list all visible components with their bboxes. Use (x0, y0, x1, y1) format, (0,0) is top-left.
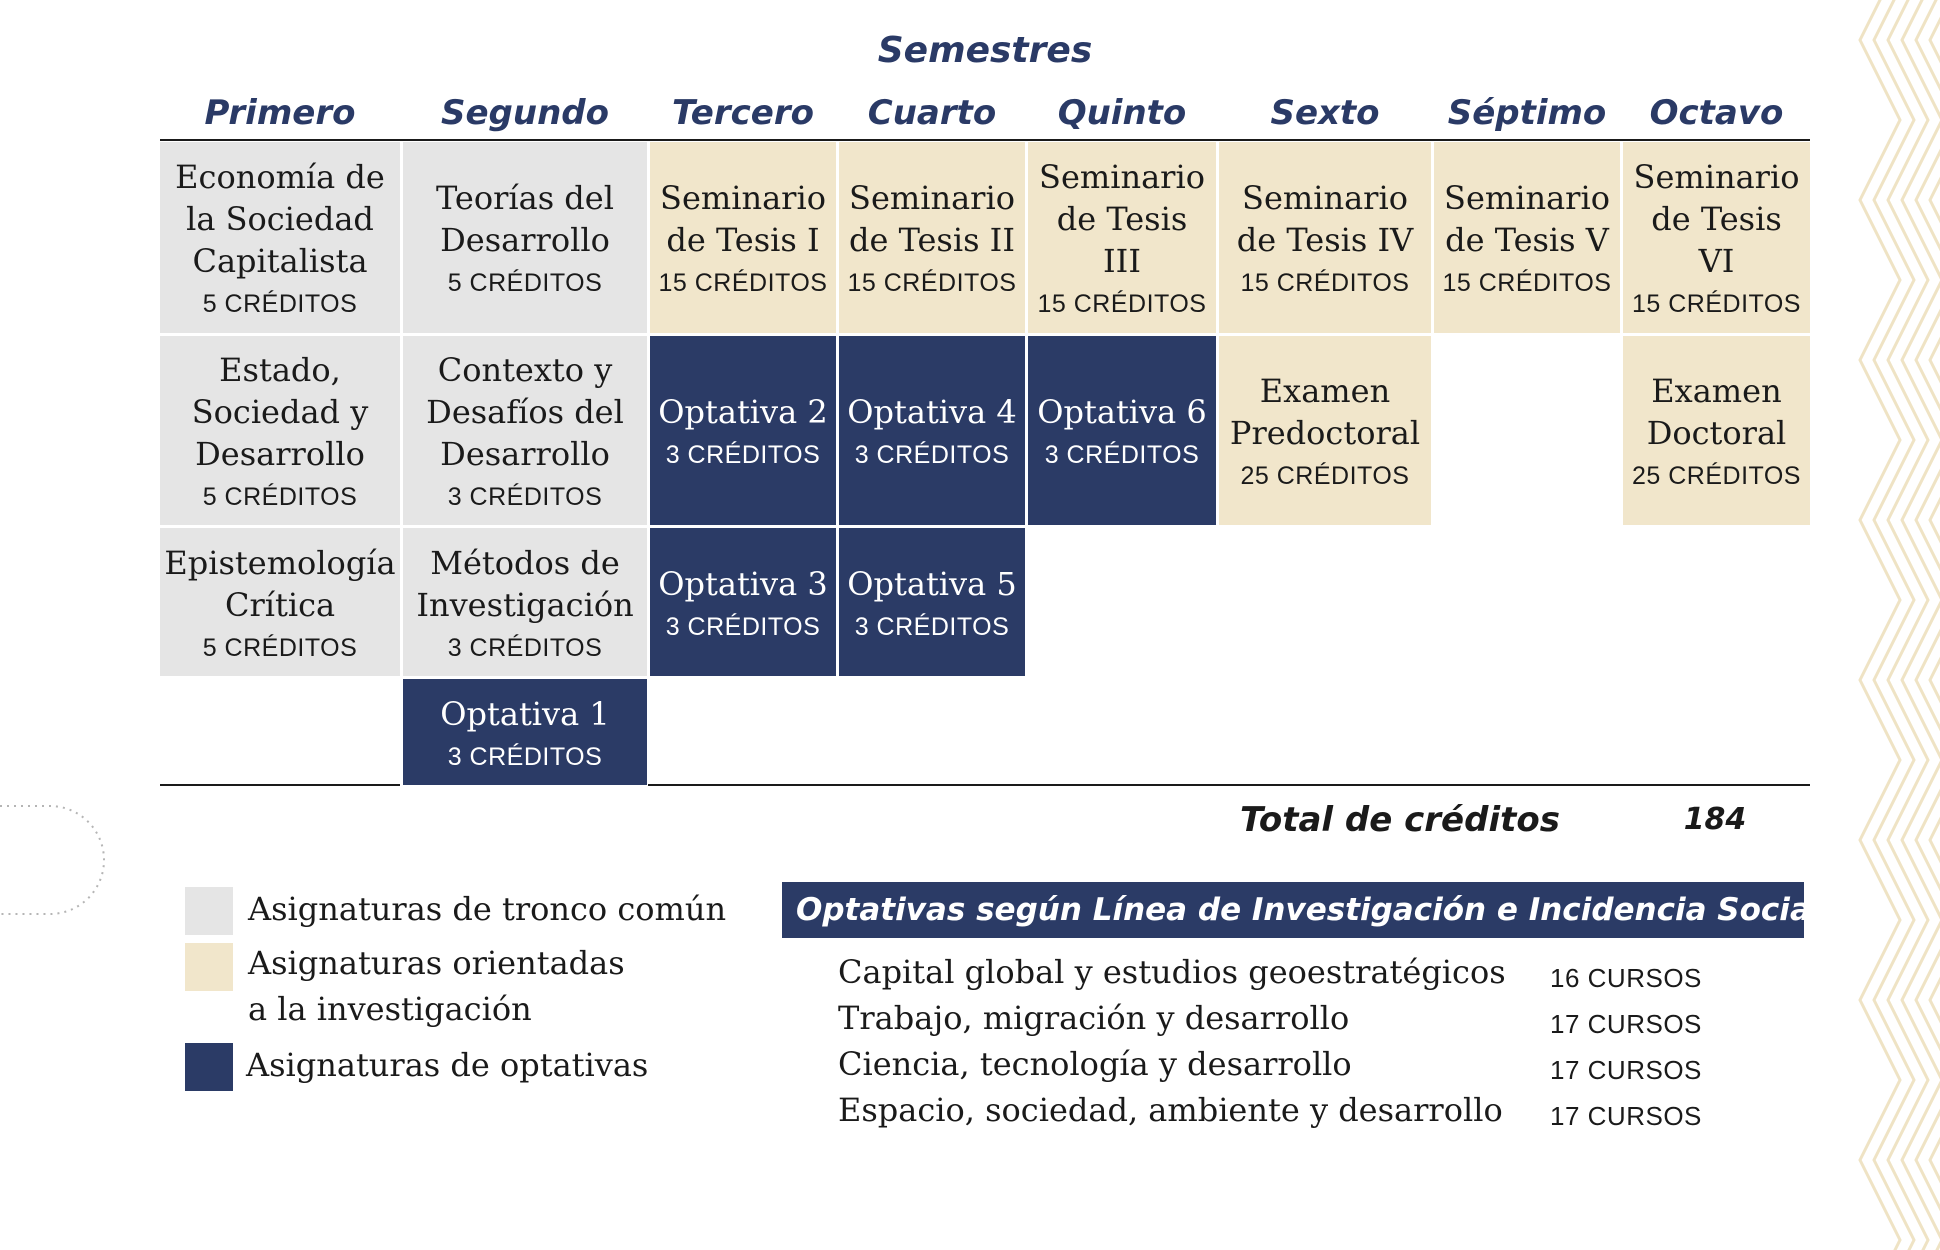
grid-bottom-rule-right (648, 784, 1810, 786)
legend-swatch-tronco (185, 887, 233, 935)
course-cell (403, 679, 647, 785)
legend-label-optativas: Asignaturas de optativas (246, 1046, 649, 1084)
course-cell (839, 142, 1025, 333)
course-title: Seminario de Tesis III (1039, 158, 1205, 280)
dotted-arc-decoration (0, 800, 110, 920)
research-line-count: 17 CURSOS (1550, 1009, 1702, 1039)
course-credits: 3 CRÉDITOS (854, 441, 1010, 469)
course-cell (1219, 336, 1431, 525)
course-credits: 5 CRÉDITOS (202, 483, 358, 511)
course-credits: 15 CRÉDITOS (847, 269, 1017, 297)
course-cell (1434, 142, 1620, 333)
course-credits: 3 CRÉDITOS (1044, 441, 1200, 469)
legend-label-tronco: Asignaturas de tronco común (248, 890, 727, 928)
course-cell (403, 528, 647, 676)
course-title: Optativa 6 (1037, 393, 1207, 431)
course-cell (403, 142, 647, 333)
semester-header: Segundo (441, 93, 609, 133)
semester-header: Tercero (672, 93, 814, 133)
course-credits: 5 CRÉDITOS (202, 290, 358, 318)
course-title: Seminario de Tesis VI (1633, 158, 1800, 280)
course-credits: 3 CRÉDITOS (665, 441, 821, 469)
course-cell (160, 142, 400, 333)
course-credits: 25 CRÉDITOS (1240, 462, 1410, 490)
research-line-name: Espacio, sociedad, ambiente y desarrollo (838, 1091, 1503, 1129)
course-credits: 3 CRÉDITOS (447, 483, 603, 511)
total-credits-label: Total de créditos (1240, 800, 1560, 840)
course-credits: 25 CRÉDITOS (1632, 462, 1801, 490)
course-credits: 15 CRÉDITOS (1442, 269, 1612, 297)
research-line-count: 17 CURSOS (1550, 1101, 1702, 1131)
course-title: Optativa 2 (658, 393, 828, 431)
grid-bottom-rule-left (160, 784, 400, 786)
course-cell (650, 142, 836, 333)
course-cell (650, 528, 836, 676)
course-cell (1028, 142, 1216, 333)
header-rule (160, 139, 1810, 141)
course-title: Seminario de Tesis II (849, 179, 1015, 259)
course-cell (1219, 142, 1431, 333)
course-cell (839, 336, 1025, 525)
semester-header: Octavo (1649, 93, 1784, 133)
total-credits-value: 184 (1683, 802, 1747, 837)
course-cell (650, 336, 836, 525)
course-title: Seminario de Tesis IV (1236, 179, 1414, 259)
course-credits: 3 CRÉDITOS (447, 633, 603, 662)
course-title: Teorías del Desarrollo (436, 179, 614, 259)
course-title: Economía de la Sociedad Capitalista (175, 158, 385, 280)
course-credits: 15 CRÉDITOS (1632, 290, 1801, 318)
course-credits: 15 CRÉDITOS (1037, 290, 1207, 318)
legend-swatch-optativas (185, 1043, 233, 1091)
course-title: Seminario de Tesis V (1444, 179, 1610, 259)
chevron-decoration (1840, 0, 1940, 1250)
course-credits: 5 CRÉDITOS (447, 269, 603, 297)
research-line-name: Capital global y estudios geoestratégicos (838, 953, 1506, 991)
course-cell (839, 528, 1025, 676)
course-cell (1623, 142, 1810, 333)
course-title: Estado, Sociedad y Desarrollo (191, 351, 369, 473)
course-cell (1028, 336, 1216, 525)
semester-header: Cuarto (867, 93, 997, 133)
course-title: Seminario de Tesis I (660, 179, 826, 259)
course-credits: 15 CRÉDITOS (1240, 269, 1410, 297)
course-cell (160, 528, 400, 676)
optativas-banner: Optativas según Línea de Investigación e Incidencia Social (782, 882, 1804, 938)
course-title: Optativa 1 (440, 694, 610, 733)
semester-header: Sexto (1270, 93, 1380, 133)
course-title: Examen Doctoral (1646, 372, 1787, 452)
course-title: Epistemología Crítica (164, 543, 396, 624)
semesters-title: Semestres (877, 30, 1093, 71)
course-title: Métodos de Investigación (416, 543, 634, 624)
semester-header: Séptimo (1447, 93, 1607, 133)
course-title: Optativa 5 (847, 564, 1017, 603)
course-cell (160, 336, 400, 525)
semester-header: Quinto (1057, 93, 1187, 133)
course-title: Contexto y Desafíos del Desarrollo (426, 351, 624, 473)
legend-swatch-investigacion (185, 943, 233, 991)
research-line-name: Trabajo, migración y desarrollo (838, 999, 1350, 1037)
course-title: Optativa 4 (847, 393, 1017, 431)
course-cell (403, 336, 647, 525)
course-title: Examen Predoctoral (1229, 372, 1421, 452)
course-credits: 15 CRÉDITOS (658, 269, 828, 297)
research-line-count: 17 CURSOS (1550, 1055, 1702, 1085)
research-line-name: Ciencia, tecnología y desarrollo (838, 1045, 1352, 1083)
course-cell (1623, 336, 1810, 525)
research-line-count: 16 CURSOS (1550, 963, 1702, 993)
legend-label-investigacion: Asignaturas orientadas a la investigación (248, 944, 625, 1028)
course-credits: 5 CRÉDITOS (202, 633, 358, 662)
course-credits: 3 CRÉDITOS (854, 612, 1010, 641)
course-credits: 3 CRÉDITOS (665, 612, 821, 641)
course-credits: 3 CRÉDITOS (447, 742, 603, 771)
semester-header: Primero (204, 93, 356, 133)
course-title: Optativa 3 (658, 564, 828, 603)
